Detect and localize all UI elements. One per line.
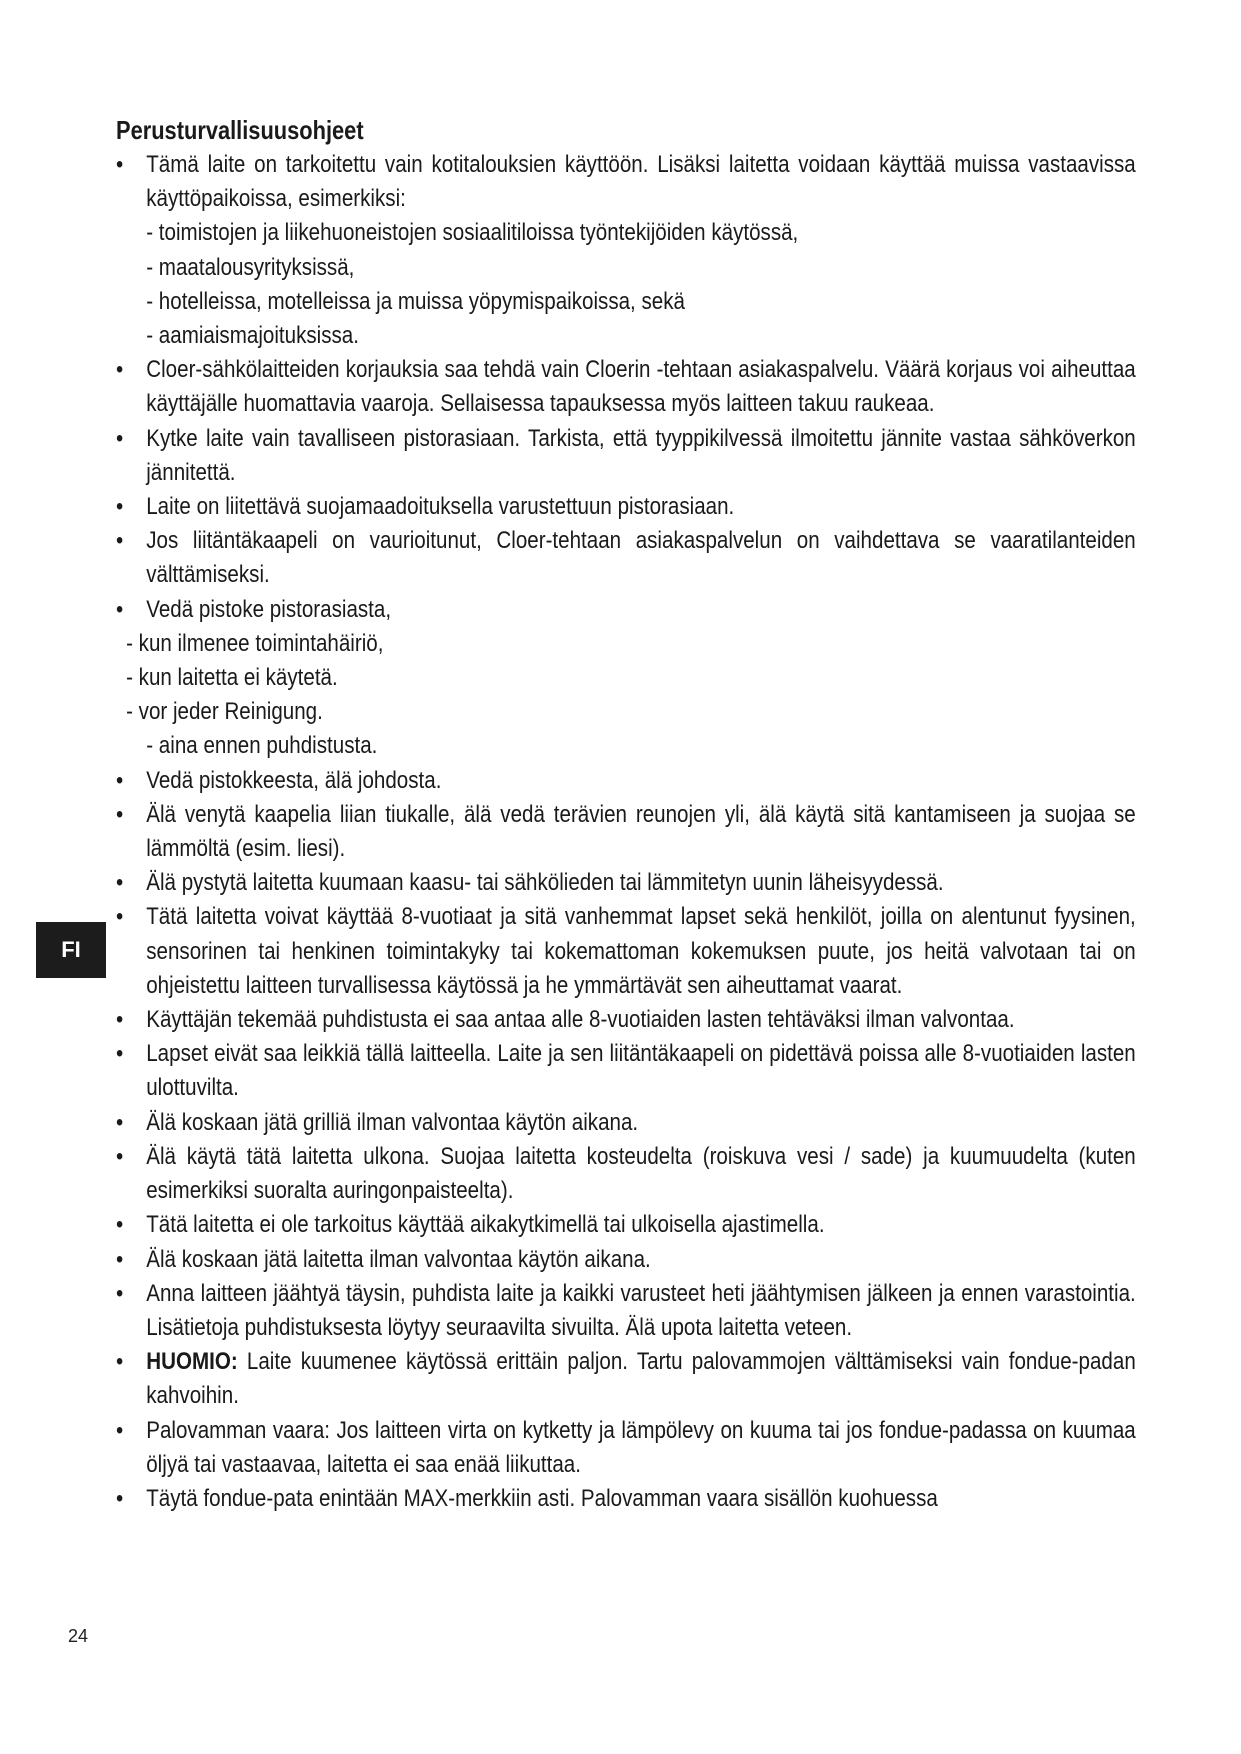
bullet-list-a [116, 353, 1136, 592]
warning-text: Laite kuumenee käytössä erittäin paljon. Tartu palovammojen välttämiseksi vain fondue-padan kahvoihin. [146, 1348, 1136, 1410]
bullet-item [116, 1003, 1136, 1037]
sub-item: - hotelleissa, motelleissa ja muissa yöpymispaikoissa, sekä [146, 287, 685, 315]
bullet-text: Lapset eivät saa leikkiä tällä laitteella. Laite ja sen liitäntäkaapeli on pidettävä poissa alle 8-vuotiaiden lasten ulottuvilta. [146, 1040, 1136, 1102]
sub-item: - aamiaismajoituksissa. [146, 322, 359, 350]
bullet-item [116, 422, 1136, 490]
bullet-list-b [116, 764, 1136, 1345]
safety-instructions [116, 112, 1136, 1516]
bullet-text: Käyttäjän tekemää puhdistusta ei saa antaa alle 8-vuotiaiden lasten tehtäväksi ilman valvontaa. [146, 1006, 1015, 1034]
bullet-dot: • [116, 869, 124, 897]
bullet-dot: • [116, 766, 124, 794]
unplug-sublist [116, 627, 1136, 730]
bullet-list-c [116, 1414, 1136, 1517]
bullet-dot: • [116, 356, 124, 384]
bullet-text: Vedä pistoke pistorasiasta, [146, 595, 392, 623]
bullet-text: Tämä laite on tarkoitettu vain kotitalouksien käyttöön. Lisäksi laitetta voidaan käyttää muissa vastaavissa käyttöpaikoissa, esimerkiksi: [146, 151, 1136, 213]
bullet-dot: • [116, 493, 124, 521]
bullet-item [116, 490, 1136, 524]
bullet-item [116, 1208, 1136, 1242]
bullet-item [116, 866, 1136, 900]
bullet-dot: • [116, 527, 124, 555]
bullet-item [116, 1106, 1136, 1140]
bullet-dot: • [116, 1108, 124, 1136]
bullet-item [116, 593, 1136, 627]
bullet-text: Älä koskaan jätä grilliä ilman valvontaa käytön aikana. [146, 1108, 639, 1136]
bullet-item [116, 1482, 1136, 1516]
bullet-item [116, 148, 1136, 216]
bullet-item [116, 1140, 1136, 1208]
bullet-item [116, 900, 1136, 1003]
warning-item [116, 1345, 1136, 1413]
bullet-dot: • [116, 1484, 124, 1512]
bullet-text: Täytä fondue-pata enintään MAX-merkkiin asti. Palovamman vaara sisällön kuohuessa [146, 1484, 938, 1512]
bullet-dot: • [116, 424, 124, 452]
sub-item: - kun ilmenee toimintahäiriö, [126, 629, 384, 657]
sub-item: - toimistojen ja liikehuoneistojen sosiaalitiloissa työntekijöiden käytössä, [146, 219, 799, 247]
bullet-item [116, 798, 1136, 866]
bullet-text: Kytke laite vain tavalliseen pistorasiaan. Tarkista, että tyyppikilvessä ilmoitettu jännite vastaa sähköverkon jännitettä. [146, 424, 1136, 486]
bullet-dot: • [116, 151, 124, 178]
bullet-dot: • [116, 1416, 124, 1444]
sub-item: - aina ennen puhdistusta. [146, 732, 378, 760]
bullet-text: Tätä laitetta ei ole tarkoitus käyttää aikakytkimellä tai ulkoisella ajastimella. [146, 1211, 825, 1239]
bullet-text: Älä venytä kaapelia liian tiukalle, älä vedä terävien reunojen yli, älä käytä sitä kantamiseen ja suojaa se lämmöltä (esim. liesi). [146, 800, 1136, 863]
language-tab: FI [36, 922, 106, 978]
bullet-text: Älä käytä tätä laitetta ulkona. Suojaa laitetta kosteudelta (roiskuva vesi / sade) ja kuumuudelta (kuten esimerkiksi suoralta auringonpaisteelta). [146, 1142, 1136, 1205]
bullet-item [116, 1243, 1136, 1277]
warning-label: HUOMIO: [146, 1348, 238, 1376]
bullet-dot: • [116, 903, 124, 931]
bullet-text: Tätä laitetta voivat käyttää 8-vuotiaat ja sitä vanhemmat lapset sekä henkilöt, joilla on alentunut fyysinen, sensorinen tai henkinen toimintakyky tai kokemattoman kokemuksen puute, jos heitä valvotaan tai on ohjeistettu laitteen turvallisessa käytössä ja he ymmärtävät sen aiheuttamat vaarat. [146, 903, 1136, 999]
bullet-dot: • [116, 1348, 124, 1376]
bullet-dot: • [116, 1142, 124, 1170]
bullet-text: Älä koskaan jätä laitetta ilman valvontaa käytön aikana. [146, 1245, 651, 1273]
bullet-item [116, 353, 1136, 421]
bullet-dot: • [116, 1040, 124, 1068]
intro-sublist [116, 216, 1136, 353]
bullet-dot: • [116, 1211, 124, 1239]
bullet-text: Palovamman vaara: Jos laitteen virta on kytketty ja lämpölevy on kuuma tai jos fondue-padassa on kuumaa öljyä tai vastaavaa, laitetta ei saa enää liikuttaa. [146, 1416, 1136, 1478]
bullet-text: Vedä pistokkeesta, älä johdosta. [146, 766, 442, 794]
bullet-text: Laite on liitettävä suojamaadoituksella varustettuun pistorasiaan. [146, 493, 735, 521]
bullet-item [116, 524, 1136, 592]
bullet-dot: • [116, 1245, 124, 1273]
bullet-item [116, 1037, 1136, 1105]
bullet-item [116, 1414, 1136, 1482]
section-heading: Perusturvallisuusohjeet [116, 115, 364, 145]
bullet-text: Älä pystytä laitetta kuumaan kaasu- tai sähkölieden tai lämmitetyn uunin läheisyydessä. [146, 869, 944, 897]
sub-item: - maatalousyrityksissä, [146, 253, 355, 281]
bullet-text: Anna laitteen jäähtyä täysin, puhdista laite ja kaikki varusteet heti jäähtymisen jälkeen ja ennen varastointia. Lisätietoja puhdistuksesta löytyy seuraavilta sivuilta. Älä upota laitetta veteen. [146, 1279, 1136, 1341]
bullet-text: Jos liitäntäkaapeli on vaurioitunut, Cloer-tehtaan asiakaspalvelun on vaihdettava se vaaratilanteiden välttämiseksi. [146, 527, 1136, 589]
sub-item: - kun laitetta ei käytetä. [126, 664, 338, 692]
sub-item: - vor jeder Reinigung. [126, 698, 323, 726]
bullet-item [116, 1277, 1136, 1345]
bullet-text: Cloer-sähkölaitteiden korjauksia saa tehdä vain Cloerin -tehtaan asiakaspalvelu. Väärä korjaus voi aiheuttaa käyttäjälle huomattavia vaaroja. Sellaisessa tapauksessa myös laitteen takuu raukeaa. [146, 356, 1136, 418]
bullet-dot: • [116, 800, 124, 828]
bullet-item [116, 764, 1136, 798]
page-number: 24 [68, 1626, 89, 1646]
bullet-dot: • [116, 1006, 124, 1034]
bullet-dot: • [116, 1279, 124, 1307]
bullet-dot: • [116, 595, 124, 623]
